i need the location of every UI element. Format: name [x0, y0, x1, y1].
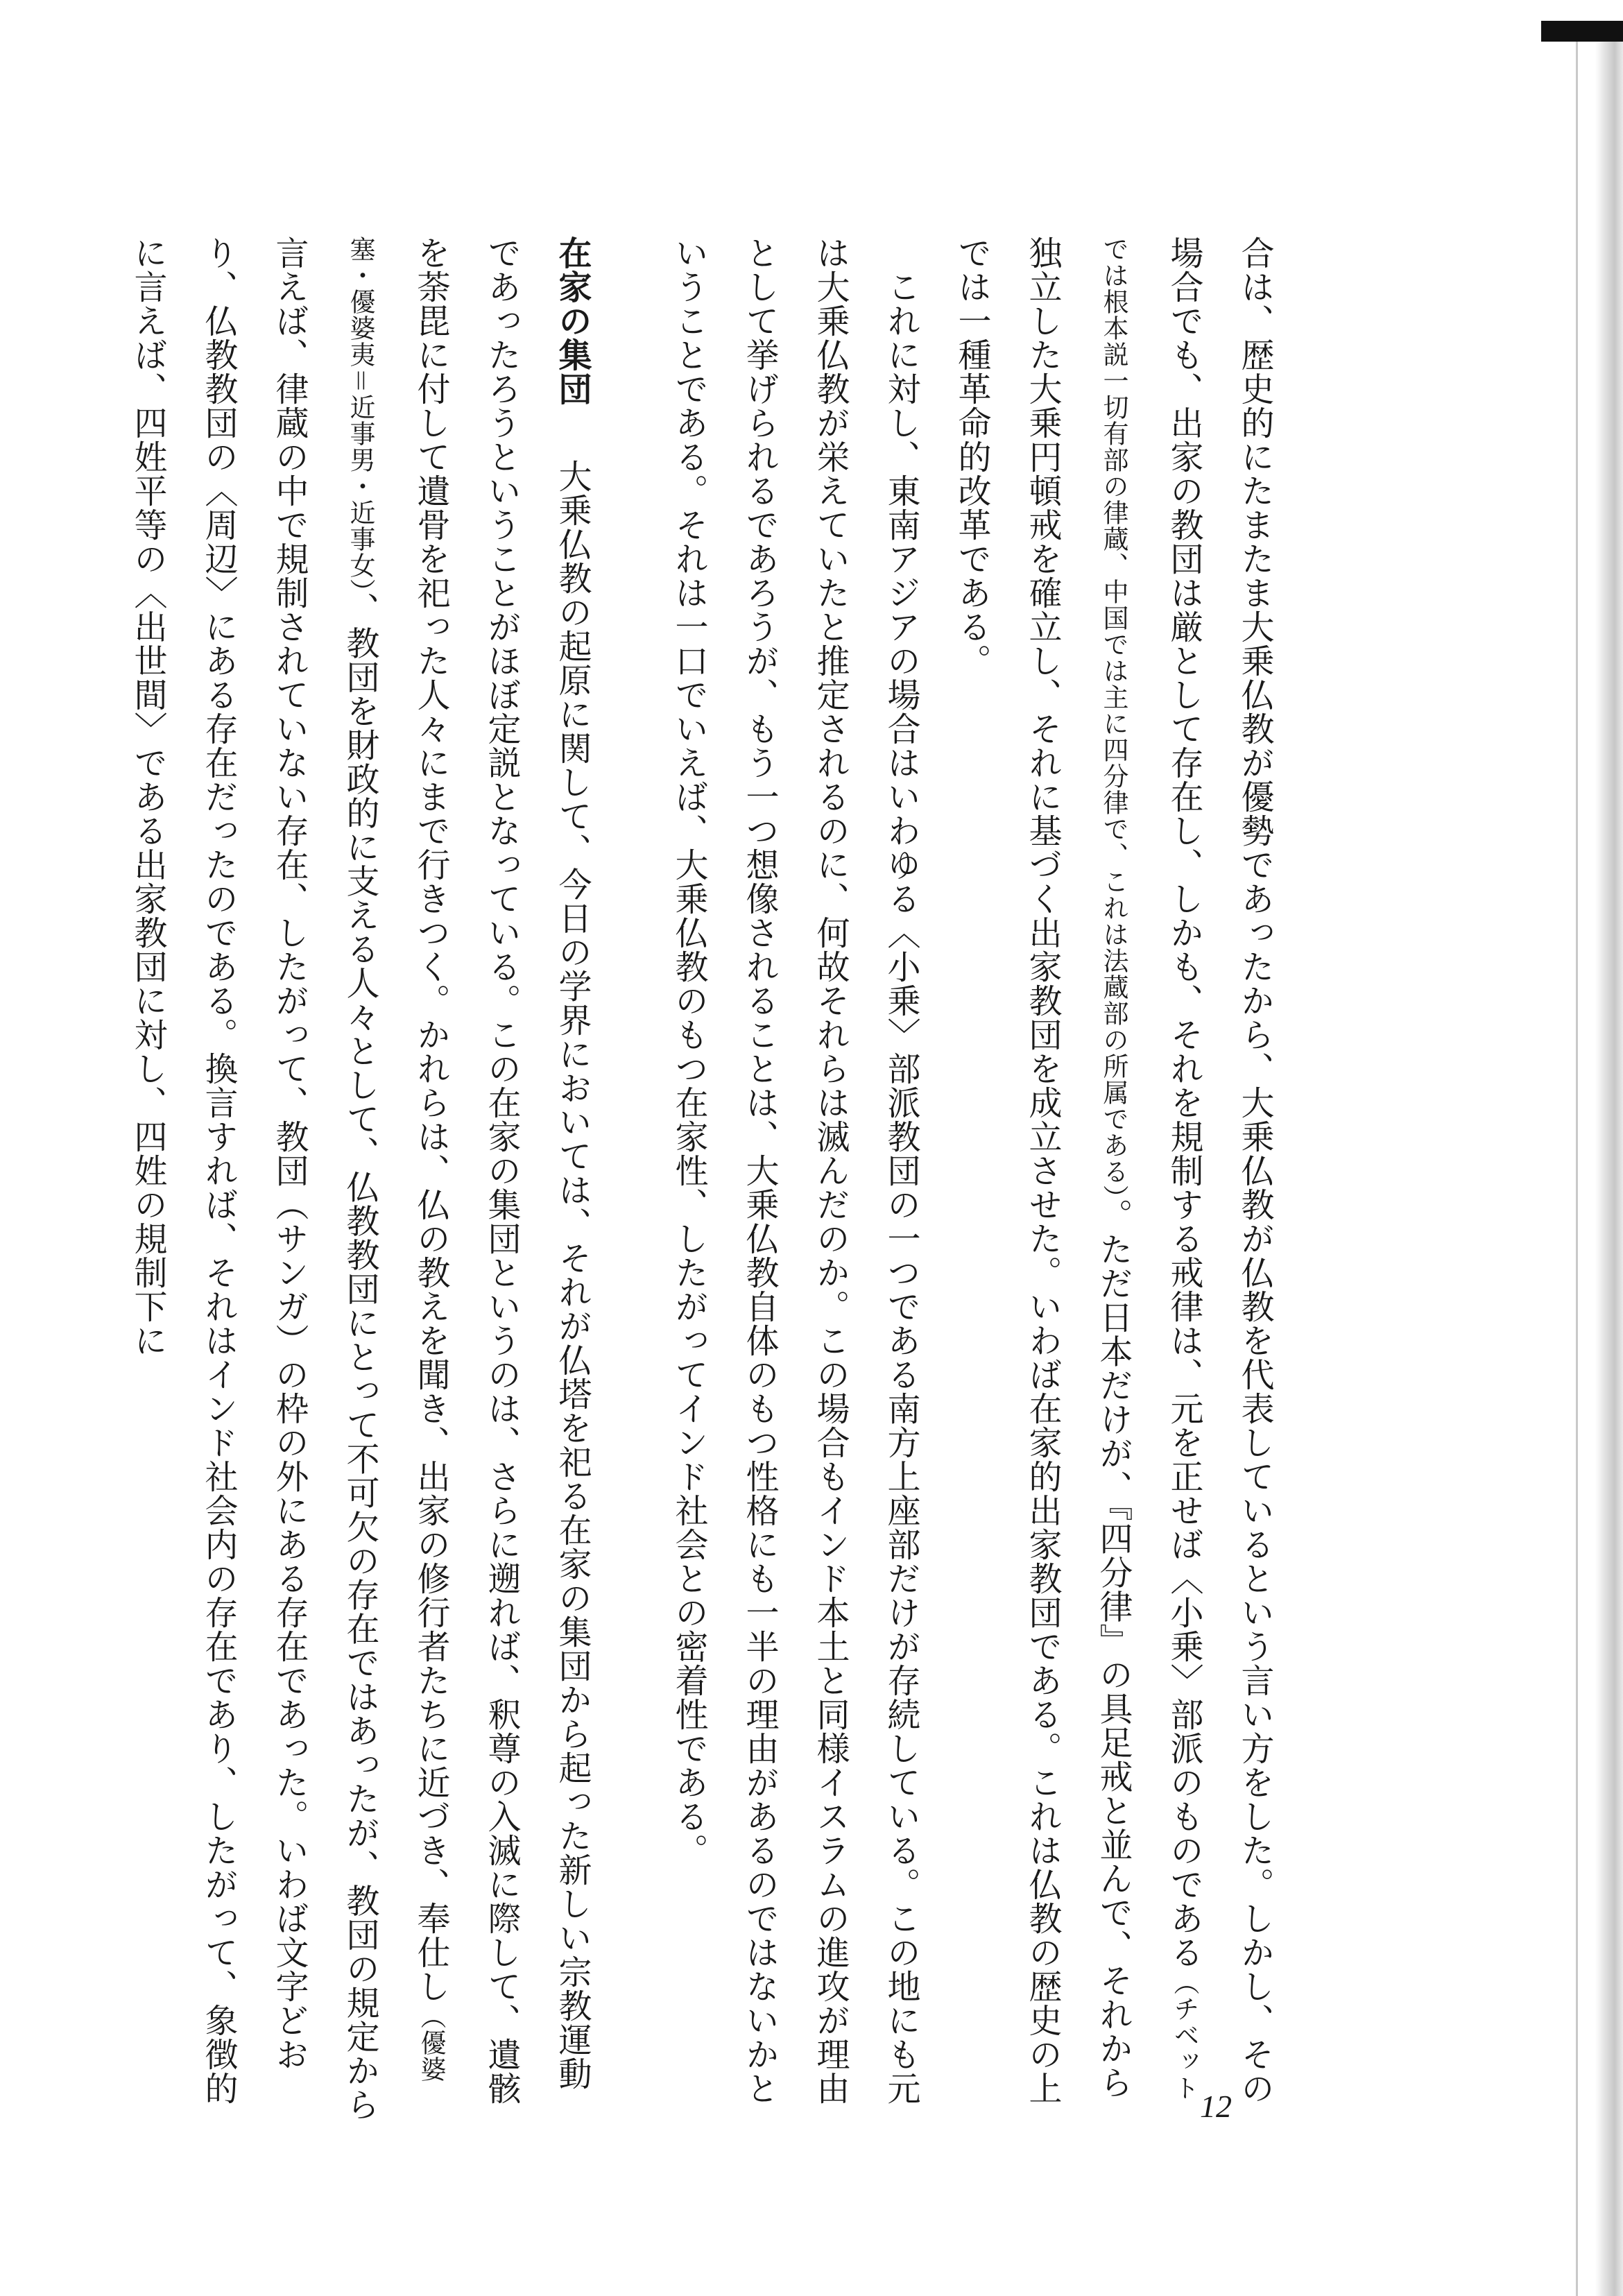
paragraph-2: [653, 236, 936, 2123]
paragraph-1-note: （チベットでは根本説一切有部の律蔵、中国では主に四分律で、これは法蔵部の所属である）: [1099, 236, 1199, 2101]
section-text-a: 大乗仏教の起原に関して、今日の学界においては、それが仏塔を祀る在家の集団から起った新しい宗教運動であったろうということがほぼ定説となっている。この在家の集団というのは、さらに遡れば、釈尊の入滅に際して、遺骸を荼毘に付して遺骨を祀った人々にまで行きつく。かれらは、仏の教えを聞き、出家の修行者たちに近づき、奉仕し: [411, 236, 592, 2105]
paragraph-1: [936, 236, 1290, 2123]
section-paragraph: [112, 236, 608, 2123]
page-body: [112, 236, 1290, 2123]
scan-edge-line: [1576, 42, 1578, 2296]
scan-edge-bar: [1541, 21, 1623, 42]
section-note: （優婆塞・優婆夷＝近事男・近事女）: [345, 236, 446, 2082]
scan-edge-strip: [1595, 42, 1623, 2296]
section-text-b: 、教団を財政的に支える人々として、仏教教団にとって不可欠の存在ではあったが、教団の規定から言えば、律蔵の中で規制されていない存在、したがって、教団（サンガ）の枠の外にある存在であった。いわば文字どおり、仏教教団の〈周辺〉にある存在だったのである。換言すれば、それはインド社会内の存在であり、したがって、象徴的に言えば、四姓平等の〈出世間〉である出家教団に対し、四姓の規制下に: [128, 236, 379, 2122]
section-heading: 在家の集団: [553, 236, 592, 406]
paragraph-2-text: これに対し、東南アジアの場合はいわゆる〈小乗〉部派教団の一つである南方上座部だけが存続している。この地にも元は大乗仏教が栄えていたと推定されるのに、何故それらは滅んだのか。この場合もインド本土と同様イスラムの進攻が理由として挙げられるであろうが、もう一つ想像されることは、大乗仏教自体のもつ性格にも一半の理由があるのではないかということである。それは一口でいえば、大乗仏教のもつ在家性、したがってインド社会との密着性である。: [669, 236, 920, 2105]
page-number: 12: [1200, 2089, 1232, 2124]
paragraph-1-text-b: 。ただ日本だけが、『四分律』の具足戒と並んで、それから独立した大乗円頓戒を確立し、それに基づく出家教団を成立させた。いわば在家的出家教団である。これは仏教の歴史の上では一種革命的改革である。: [952, 236, 1133, 2105]
paragraph-1-text-a: 合は、歴史的にたまたま大乗仏教が優勢であったから、大乗仏教が仏教を代表しているという言い方をした。しかし、その場合でも、出家の教団は厳として存在し、しかも、それを規制する戒律は、元を正せば〈小乗〉部派のものである: [1165, 236, 1274, 2105]
